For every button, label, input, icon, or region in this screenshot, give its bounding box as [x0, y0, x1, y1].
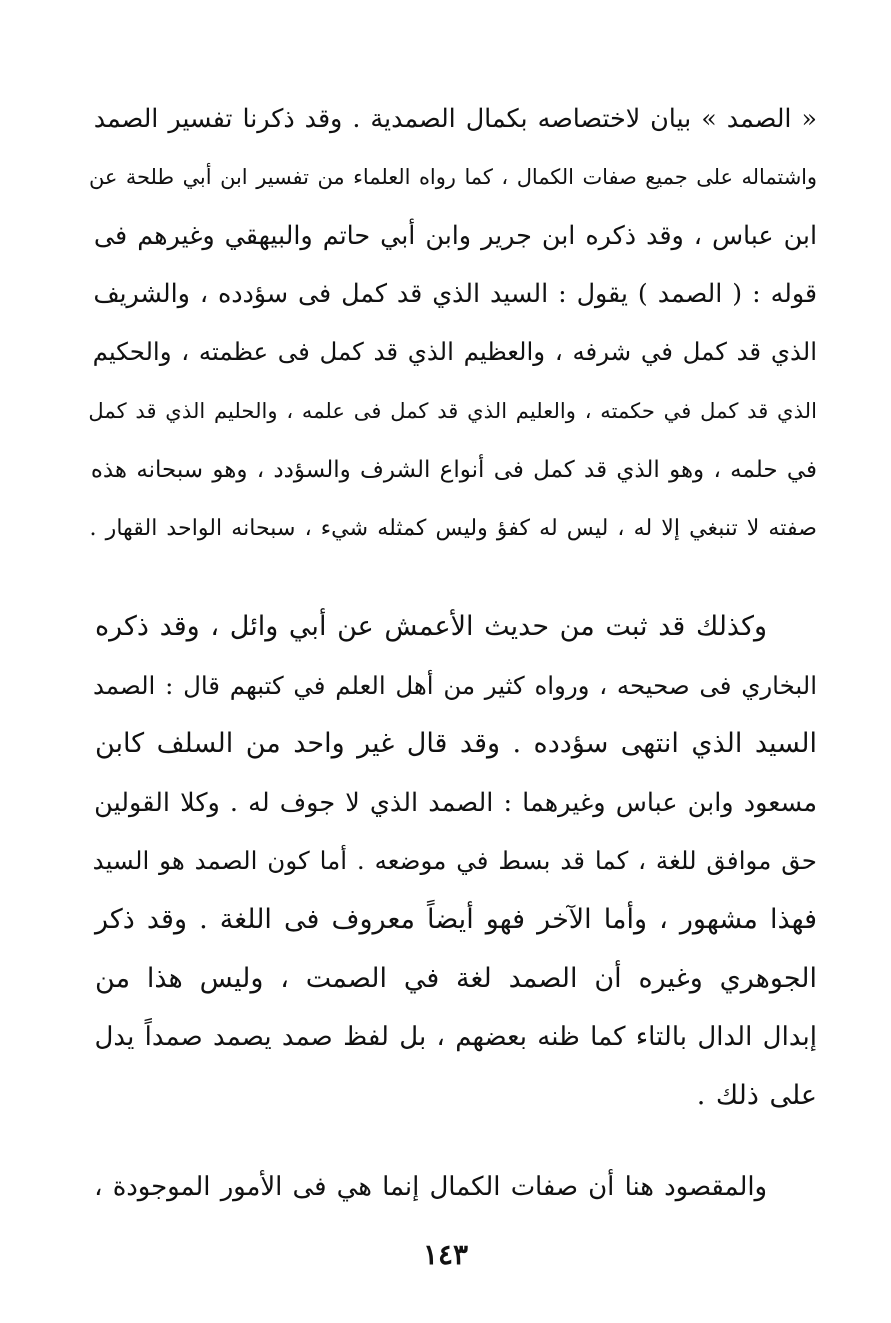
text-line: في حلمه ، وهو الذي قد كمل فى أنواع الشرف والسؤدد ، وهو سبحانه هذه [90, 456, 817, 483]
page-number: ١٤٣ [422, 1238, 469, 1271]
text-line: البخاري فى صحيحه ، ورواه كثير من أهل العلم في كتبهم قال : الصمد [92, 670, 817, 700]
text-line: الذي قد كمل في حكمته ، والعليم الذي قد كمل فى علمه ، والحليم الذي قد كمل [88, 397, 817, 423]
text-line: « الصمد » بيان لاختصاصه بكمال الصمدية . وقد ذكرنا تفسير الصمد [93, 103, 817, 133]
text-line: الجوهري وغيره أن الصمد لغة في الصمت ، وليس هذا من [95, 962, 817, 994]
text-line: واشتماله على جميع صفات الكمال ، كما رواه العلماء من تفسير ابن أبي طلحة عن [88, 164, 817, 189]
text-line: على ذلك . [696, 1079, 817, 1111]
text-line: والمقصود هنا أن صفات الكمال إنما هي فى الأمور الموجودة ، [94, 1172, 767, 1202]
text-line: قوله : ( الصمد ) يقول : السيد الذي قد كمل فى سؤدده ، والشريف [93, 278, 817, 308]
paragraph-3 [95, 1158, 817, 1217]
paragraph-2 [92, 598, 817, 1125]
text-line: مسعود وابن عباس وغيرهما : الصمد الذي لا جوف له . وكلا القولين [94, 787, 817, 818]
paragraph-1 [88, 89, 817, 558]
text-line: حق موافق للغة ، كما قد بسط في موضعه . أما كون الصمد هو السيد [92, 846, 817, 876]
text-line: الذي قد كمل في شرفه ، والعظيم الذي قد كمل فى عظمته ، والحكيم [92, 337, 817, 367]
text-line: ابن عباس ، وقد ذكره ابن جرير وابن أبي حاتم والبيهقي وغيرهم فى [93, 220, 817, 251]
text-line: وكذلك قد ثبت من حديث الأعمش عن أبي وائل ، وقد ذكره [95, 611, 767, 642]
text-line: إبدال الدال بالتاء كما ظنه بعضهم ، بل لفظ صمد يصمد صمداً يدل [94, 1022, 817, 1053]
text-line: السيد الذي انتهى سؤدده . وقد قال غير واحد من السلف كابن [94, 728, 817, 760]
text-line: صفته لا تنبغي إلا له ، ليس له كفؤ وليس كمثله شيء ، سبحانه الواحد القهار . [89, 515, 817, 542]
text-line: فهذا مشهور ، وأما الآخر فهو أيضاً معروف فى اللغة . وقد ذكر [95, 903, 817, 935]
